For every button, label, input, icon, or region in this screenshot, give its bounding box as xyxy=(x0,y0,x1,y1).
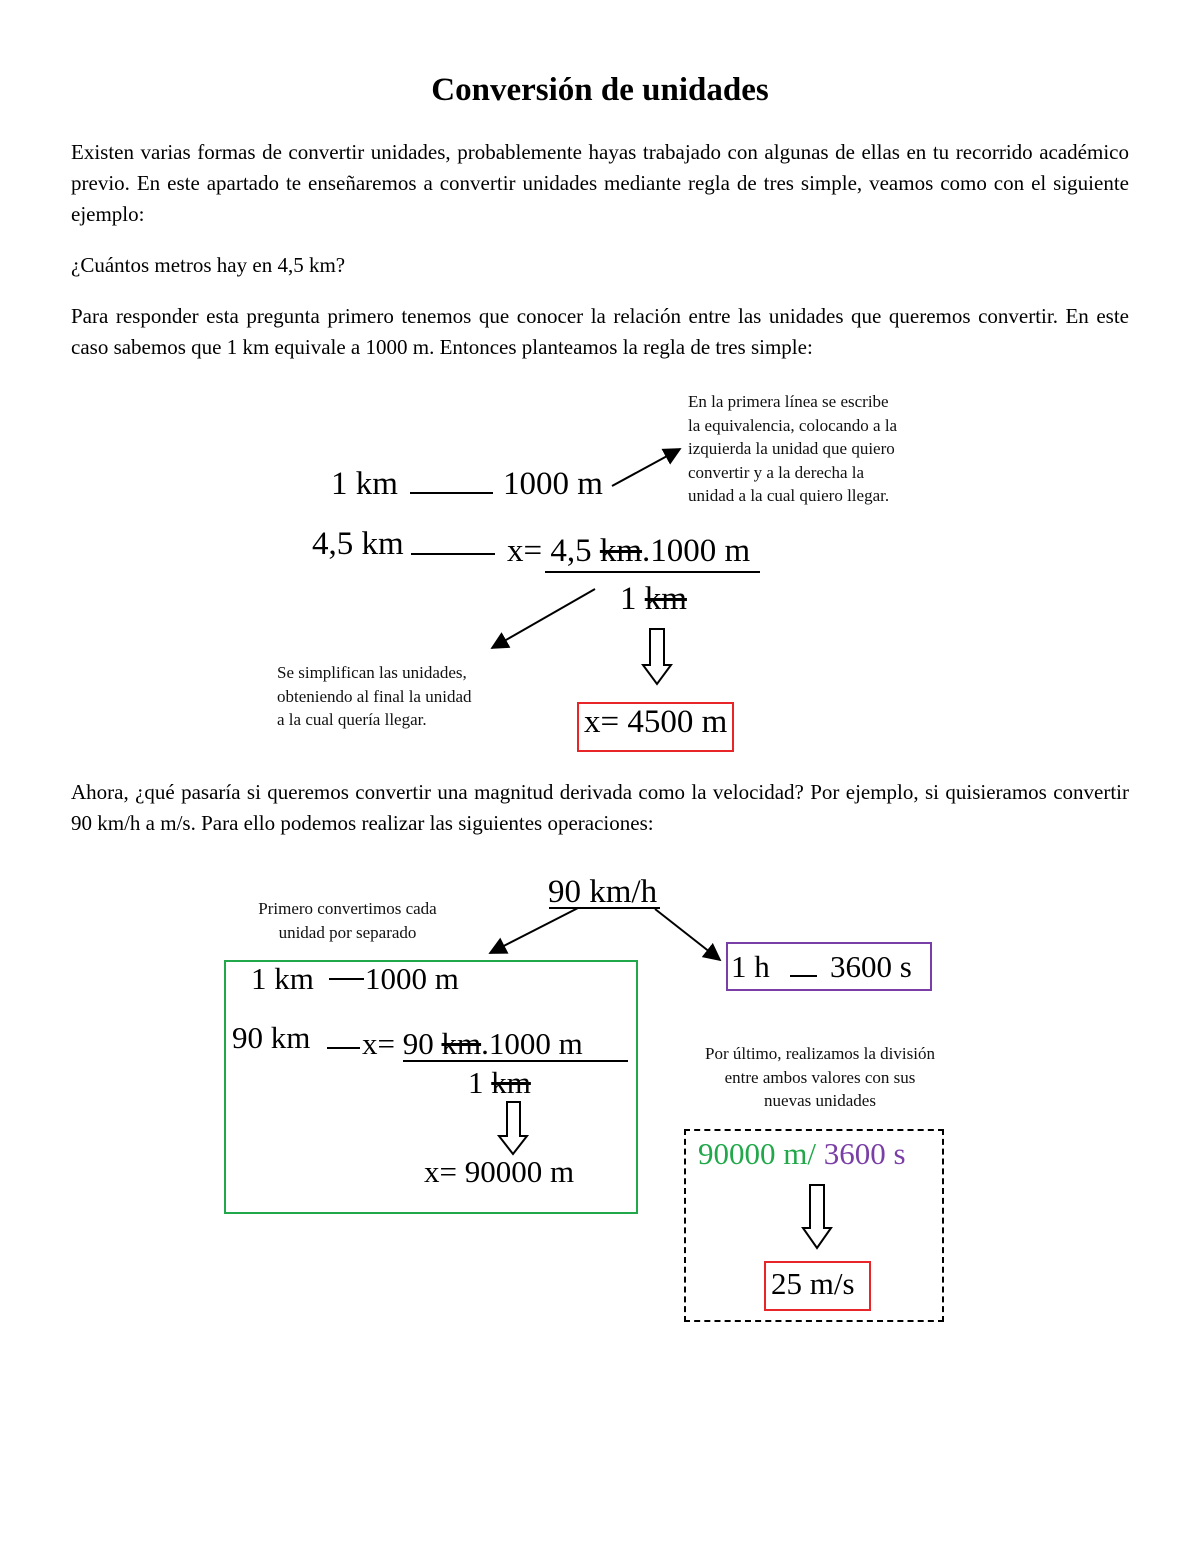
note-line: Primero convertimos cada xyxy=(258,899,437,918)
note-line: a la cual quería llegar. xyxy=(277,710,427,729)
down-arrow-icon-1 xyxy=(643,629,671,684)
note-line: entre ambos valores con sus xyxy=(724,1067,916,1087)
note-line: la equivalencia, colocando a la xyxy=(688,415,898,435)
ex2-result: x= 90000 m xyxy=(424,1154,575,1189)
final-result: 25 m/s xyxy=(771,1266,855,1301)
division-note xyxy=(675,1042,965,1113)
ex1-fraction-denominator xyxy=(620,581,687,618)
note-line: Por último, realizamos la división xyxy=(705,1044,935,1063)
ex2-row2-left: 90 km xyxy=(232,1020,311,1055)
ex1-row2-left: 4,5 km xyxy=(312,526,404,562)
intro-paragraph: Existen varias formas de convertir unidades, probablemente hayas trabajado con algunas de ellas en tu recorrido académico previo. En este apartado te enseñaremos a convertir unidades mediante regla de tres simple, veamos como con el siguiente ejemplo: xyxy=(71,140,1129,226)
ex2-den-unit: km xyxy=(491,1065,531,1100)
ex2-row1-right: 1000 m xyxy=(365,961,459,996)
ex2-fraction-denominator xyxy=(468,1065,531,1101)
ex1-num-value: 4,5 xyxy=(550,533,592,569)
note-line: Se simplifican las unidades, xyxy=(277,663,467,682)
ex2-row1-left: 1 km xyxy=(251,961,314,996)
ex1-row1-left: 1 km xyxy=(331,466,398,502)
ex2-fraction-numerator xyxy=(362,1026,583,1062)
note-line: convertir y a la derecha la xyxy=(688,462,865,482)
ex1-x-eq: x= xyxy=(507,533,543,569)
ex2-den-value: 1 xyxy=(468,1065,484,1100)
ex1-row1-right: 1000 m xyxy=(503,466,603,502)
arrow-to-km-box xyxy=(490,908,578,953)
hour-left: 1 h xyxy=(731,949,770,984)
note-line: unidad a la cual quiero llegar. xyxy=(688,486,890,505)
hour-right: 3600 s xyxy=(830,949,912,984)
division-meters: 90000 m/ xyxy=(698,1136,816,1171)
ex1-fraction-numerator xyxy=(507,533,750,570)
ex1-den-unit: km xyxy=(644,581,687,617)
velocity-paragraph: Ahora, ¿qué pasaría si queremos convertir una magnitud derivada como la velocidad? Por ejemplo, si quisieramos convertir 90 km/h a m/s. Para ello podemos realizar las siguientes operaciones: xyxy=(71,780,1129,835)
note-line: En la primera línea se escribe xyxy=(688,392,889,411)
equivalence-note xyxy=(688,390,923,508)
ex1-num-rest: .1000 m xyxy=(642,533,751,569)
ex2-num-value: 90 xyxy=(402,1026,434,1061)
ex1-result: x= 4500 m xyxy=(584,704,728,740)
arrow-to-simplify-note xyxy=(492,589,595,648)
question-paragraph: ¿Cuántos metros hay en 4,5 km? xyxy=(71,253,346,277)
division-expression xyxy=(698,1136,906,1172)
ex2-x-eq: x= xyxy=(362,1026,395,1061)
ex1-num-unit: km xyxy=(599,533,643,569)
note-line: obteniendo al final la unidad xyxy=(277,686,472,706)
arrow-to-hour-box xyxy=(655,909,720,960)
ex2-num-rest: .1000 m xyxy=(481,1026,583,1061)
note-line: izquierda la unidad que quiero xyxy=(688,439,895,458)
note-line: nuevas unidades xyxy=(764,1091,876,1110)
separate-note xyxy=(240,897,455,944)
simplify-note xyxy=(277,661,497,732)
ex1-den-value: 1 xyxy=(620,581,637,617)
ex2-num-unit: km xyxy=(441,1026,482,1061)
note-line: unidad por separado xyxy=(278,922,417,942)
division-seconds: 3600 s xyxy=(823,1136,906,1171)
speed-value: 90 km/h xyxy=(548,874,658,910)
page-title: Conversión de unidades xyxy=(431,72,769,108)
relation-paragraph: Para responder esta pregunta primero tenemos que conocer la relación entre las unidades que queremos convertir. En este caso sabemos que 1 km equivale a 1000 m. Entonces planteamos la regla de tres simple: xyxy=(71,304,1129,359)
arrow-to-equivalence-note xyxy=(612,449,680,486)
